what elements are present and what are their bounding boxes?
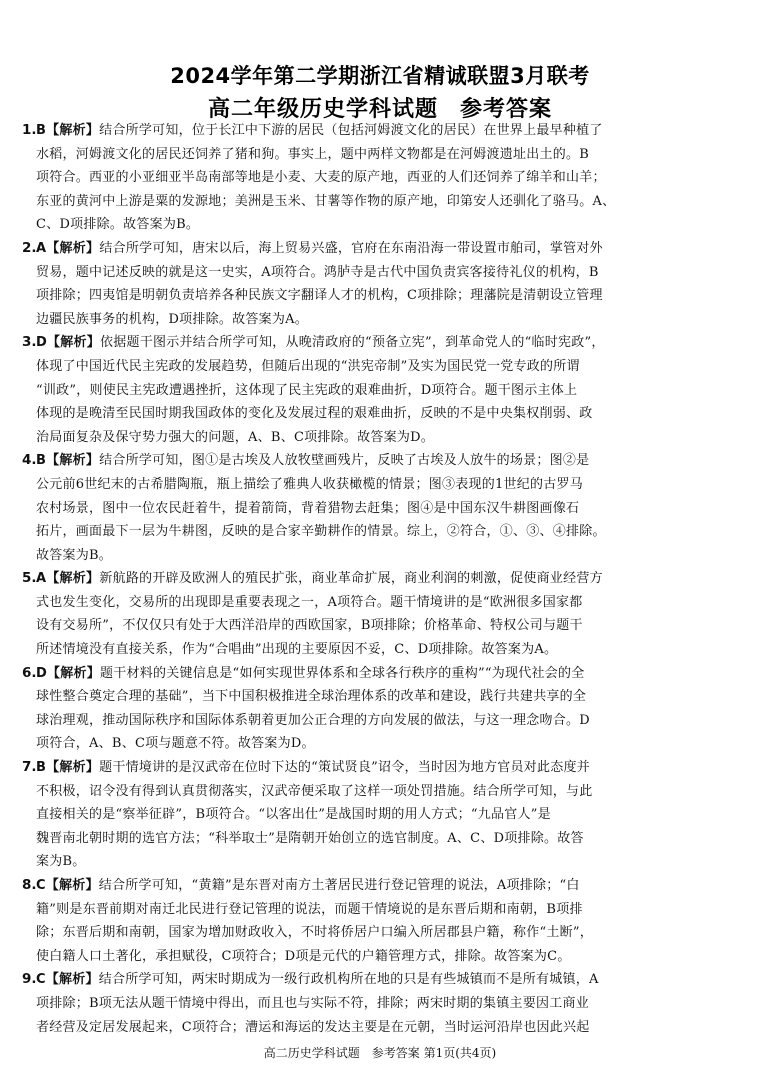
answer-text-line xyxy=(36,497,744,521)
explanation-text: 题干材料的关键信息是“如何实现世界体系和全球各行秩序的重构”“为现代社会的全 xyxy=(100,665,585,681)
answer-text-line xyxy=(36,945,744,969)
answer-text-line xyxy=(36,237,744,261)
answer-text-line xyxy=(36,968,744,992)
explanation-text: 不积极，诏令没有得到认真贯彻落实，汉武帝便采取了这样一项处罚措施。结合所学可知，与此 xyxy=(36,783,593,799)
explanation-text: 除；东晋后期和南朝，国家为增加财政收入，不时将侨居户口编入所居郡县户籍，称作“土断”， xyxy=(36,925,594,941)
explanation-text: 式也发生变化，交易所的出现即是重要表现之一，A项符合。题干情境讲的是“欧洲很多国家都 xyxy=(36,594,583,610)
subject-title: 高二年级历史学科试题 xyxy=(207,97,438,122)
explanation-text: 项排除；B项无法从题干情境中得出，而且也与实际不符，排除；两宋时期的集镇主要因工商业 xyxy=(36,995,590,1011)
explanation-text: 直接相关的是“察举征辟”，B项符合。“以客出仕”是战国时期的用人方式；“九品官人”是 xyxy=(36,807,551,823)
answer-choice: A【解析】 xyxy=(36,240,100,256)
answer-item xyxy=(22,874,744,968)
answer-text-line xyxy=(36,614,744,638)
explanation-text: 使白籍人口土著化，承担赋役，C项符合；D项是元代的户籍管理方式，排除。故答案为C。 xyxy=(36,948,571,964)
answer-text-line xyxy=(36,780,744,804)
answer-text-line xyxy=(36,355,744,379)
answer-text-line xyxy=(36,166,744,190)
answer-choice: C【解析】 xyxy=(36,972,99,988)
explanation-text: 题干情境讲的是汉武帝在位时下达的“策试贤良”诏令，当时因为地方官员对此态度并 xyxy=(99,760,590,776)
answer-list xyxy=(22,119,744,1039)
explanation-text: 设有交易所”，不仅仅只有处于大西洋沿岸的西欧国家，B项排除；价格革命、特权公司与题干 xyxy=(36,618,583,634)
answer-item xyxy=(22,119,744,237)
explanation-text: 水稻，河姆渡文化的居民还饲养了猪和狗。事实上，题中两样文物都是在河姆渡遗址出土的。B xyxy=(36,146,590,162)
question-number: 4. xyxy=(22,452,37,469)
question-number: 5. xyxy=(22,570,37,587)
explanation-text: 项符合，A、B、C项与题意不符。故答案为D。 xyxy=(36,736,315,752)
answer-text-line xyxy=(36,874,744,898)
answer-item xyxy=(22,331,744,449)
explanation-text: 球治理观，推动国际秩序和国际体系朝着更加公正合理的方向发展的做法，与这一理念吻合。D xyxy=(36,712,590,728)
exam-title: 2024学年第二学期浙江省精诚联盟3月联考 xyxy=(170,64,590,88)
answer-text-line xyxy=(36,284,744,308)
answer-text-line xyxy=(36,709,744,733)
answer-text-line xyxy=(36,473,744,497)
answer-text-line xyxy=(36,803,744,827)
answer-text-line xyxy=(36,143,744,167)
explanation-text: 结合所学可知，唐宋以后，海上贸易兴盛，官府在东南沿海一带设置市舶司，掌管对外 xyxy=(99,240,603,256)
answer-key-label: 参考答案 xyxy=(460,97,553,122)
answer-text-line xyxy=(36,213,744,237)
answer-text-line xyxy=(36,190,744,214)
answer-choice: B【解析】 xyxy=(36,123,100,138)
explanation-text: 项符合。西亚的小亚细亚半岛南部等地是小麦、大麦的原产地，西亚的人们还饲养了绵羊和山羊； xyxy=(36,170,606,186)
explanation-text: 体现了中国近代民主宪政的发展趋势，但随后出现的“洪宪帝制”及实为国民党一党专政的所谓 xyxy=(36,358,580,374)
answer-text-line xyxy=(36,850,744,874)
explanation-text: 籍”则是东晋前期对南迁北民进行登记管理的说法，而题干情境说的是东晋后期和南朝，B项排 xyxy=(36,901,583,917)
explanation-text: 依据题干图示并结合所学可知，从晚清政府的“预备立宪”，到革命党人的“临时宪政”， xyxy=(100,335,605,351)
explanation-text: 项排除；四夷馆是明朝负责培养各种民族文字翻译人才的机构，C项排除；理藩院是清朝设立管理 xyxy=(36,288,603,304)
answer-item xyxy=(22,567,744,661)
answer-text-line xyxy=(36,827,744,851)
answer-text-line xyxy=(36,449,744,473)
explanation-text: 体现的是晚清至民国时期我国政体的变化及发展过程的艰难曲折，反映的不是中央集权削弱、政 xyxy=(36,406,593,422)
explanation-text: 故答案为B。 xyxy=(36,547,113,563)
answer-text-line xyxy=(36,898,744,922)
answer-item xyxy=(22,662,744,756)
answer-text-line xyxy=(36,732,744,756)
answer-text-line xyxy=(36,261,744,285)
answer-text-line xyxy=(36,426,744,450)
answer-text-line xyxy=(36,685,744,709)
answer-text-line xyxy=(36,308,744,332)
answer-text-line xyxy=(36,662,744,686)
answer-text-line xyxy=(36,567,744,591)
explanation-text: C、D项排除。故答案为B。 xyxy=(36,217,200,233)
answer-text-line xyxy=(36,1016,744,1040)
answer-choice: D【解析】 xyxy=(36,335,101,351)
question-number: 7. xyxy=(22,759,37,776)
answer-item xyxy=(22,968,744,1039)
answer-text-line xyxy=(36,591,744,615)
explanation-text: 结合所学可知，“黄籍”是东晋对南方土著居民进行登记管理的说法，A项排除；“白 xyxy=(98,878,580,893)
answer-choice: D【解析】 xyxy=(36,665,101,681)
explanation-text: 案为B。 xyxy=(36,854,86,870)
question-number: 8. xyxy=(22,877,37,893)
explanation-text: 者经营及定居发展起来，C项符合；漕运和海运的发达主要是在元朝，当时运河沿岸也因此兴起 xyxy=(36,1019,590,1035)
answer-text-line xyxy=(36,756,744,780)
explanation-text: 东亚的黄河中上游是粟的发源地；美洲是玉米、甘薯等作物的原产地，印第安人还驯化了骆马。A、 xyxy=(36,193,616,209)
answer-text-line xyxy=(36,520,744,544)
explanation-text: 所述情境没有直接关系，作为“合唱曲”出现的主要原因不妥，C、D项排除。故答案为A。 xyxy=(36,642,558,658)
explanation-text: 结合所学可知，图①是古埃及人放牧壁画残片，反映了古埃及人放牛的场景；图②是 xyxy=(99,453,590,469)
page-footer: 高二历史学科试题 参考答案 第1页(共4页) xyxy=(263,1046,497,1060)
explanation-text: 农村场景，图中一位农民赶着牛，提着箭筒，背着猎物去赶集；图④是中国东汉牛耕图画像石 xyxy=(36,500,580,516)
answer-text-line xyxy=(36,638,744,662)
answer-choice: B【解析】 xyxy=(36,760,100,776)
explanation-text: 魏晋南北朝时期的选官方法；“科举取士”是隋朝开始创立的选官制度。A、C、D项排除。故答 xyxy=(36,830,584,846)
question-number: 1. xyxy=(22,122,37,138)
answer-text-line xyxy=(36,402,744,426)
explanation-text: 边疆民族事务的机构，D项排除。故答案为A。 xyxy=(36,311,309,327)
answer-item xyxy=(22,449,744,567)
answer-text-line xyxy=(36,544,744,568)
answer-text-line xyxy=(36,992,744,1016)
explanation-text: “训政”，则使民主宪政遭遇挫折，这体现了民主宪政的艰难曲折，D项符合。题干图示主体上 xyxy=(36,382,578,398)
answer-item xyxy=(22,237,744,331)
explanation-text: 拓片，画面最下一层为牛耕图，反映的是合家辛勤耕作的情景。综上，②符合，①、③、④排除。 xyxy=(36,524,606,540)
answer-text-line xyxy=(36,921,744,945)
question-number: 3. xyxy=(22,334,37,351)
question-number: 9. xyxy=(22,971,37,988)
explanation-text: 公元前6世纪末的古希腊陶瓶，瓶上描绘了雅典人收获橄榄的情景；图③表现的1世纪的古罗马 xyxy=(36,476,584,492)
question-number: 6. xyxy=(22,664,37,681)
explanation-text: 治局面复杂及保守势力强大的问题，A、B、C项排除。故答案为D。 xyxy=(36,429,435,445)
answer-choice: C【解析】 xyxy=(36,878,99,893)
answer-text-line xyxy=(36,119,744,143)
answer-text-line xyxy=(36,331,744,355)
answer-choice: B【解析】 xyxy=(36,453,100,469)
answer-item xyxy=(22,756,744,874)
explanation-text: 球性整合奠定合理的基础”，当下中国积极推进全球治理体系的改革和建设，践行共建共享的全 xyxy=(36,689,587,705)
explanation-text: 贸易，题中记述反映的就是这一史实，A项符合。鸿胪寺是古代中国负责宾客接待礼仪的机构，B xyxy=(36,264,599,280)
explanation-text: 结合所学可知，位于长江中下游的居民（包括河姆渡文化的居民）在世界上最早种植了 xyxy=(99,123,603,138)
answer-choice: A【解析】 xyxy=(36,571,100,587)
question-number: 2. xyxy=(22,239,37,256)
explanation-text: 结合所学可知，两宋时期成为一级行政机构所在地的只是有些城镇而不是所有城镇，A xyxy=(98,972,599,988)
explanation-text: 新航路的开辟及欧洲人的殖民扩张，商业革命扩展，商业利润的刺激，促使商业经营方 xyxy=(99,571,603,587)
answer-text-line xyxy=(36,379,744,403)
